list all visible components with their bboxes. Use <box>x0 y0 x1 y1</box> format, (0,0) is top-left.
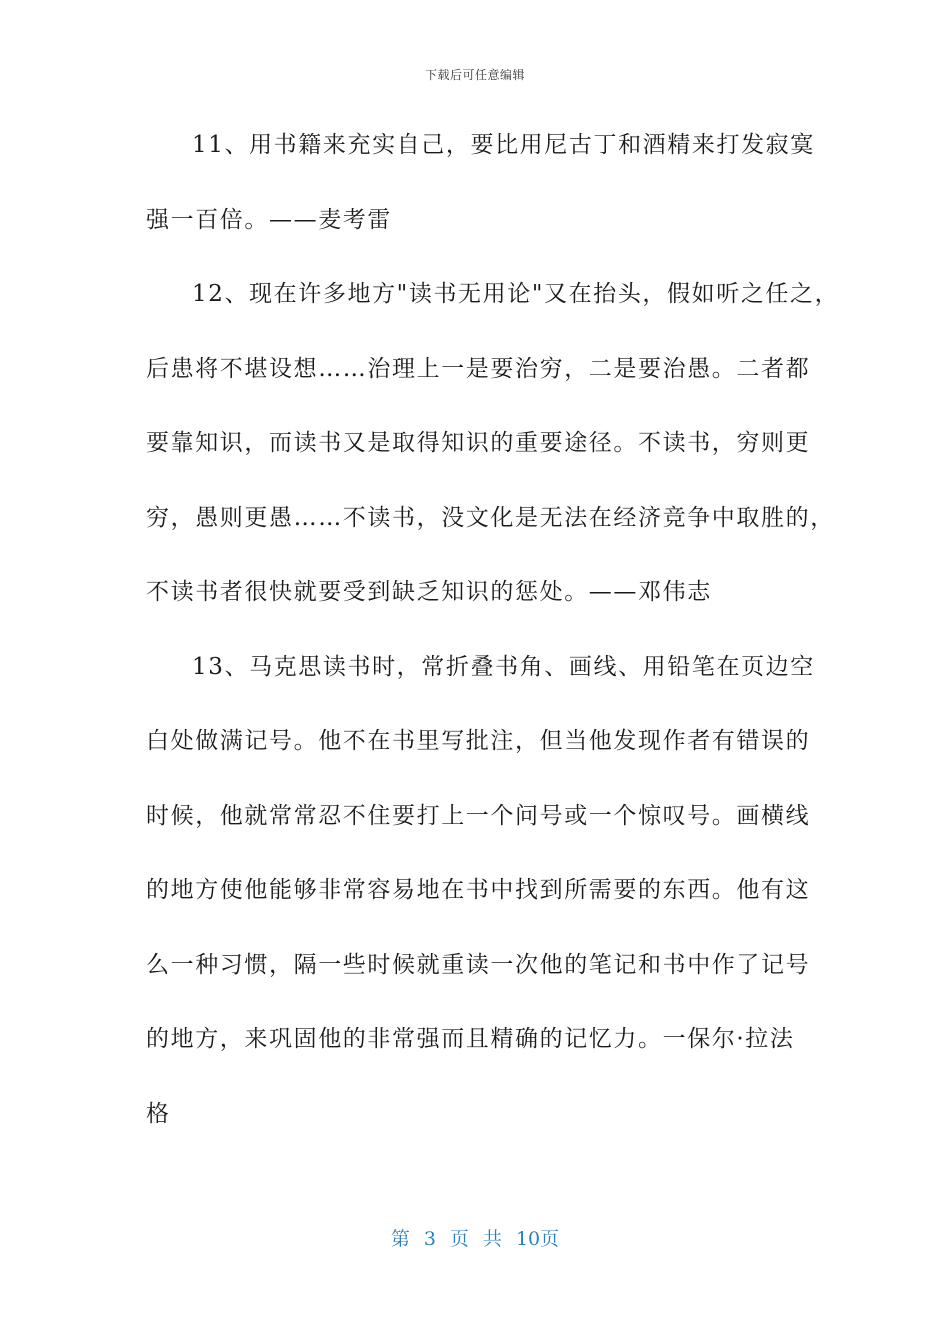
paragraph-12-line-1: 12、现在许多地方"读书无用论"又在抬头，假如听之任之， <box>192 281 840 307</box>
paragraph-13-line-5: 么一种习惯，隔一些时候就重读一次他的笔记和书中作了记号 <box>146 951 811 978</box>
paragraph-13-line-7: 格 <box>146 1100 171 1127</box>
paragraph-11-line-1: 11、用书籍来充实自己，要比用尼古丁和酒精来打发寂寞 <box>192 132 815 158</box>
footer-label-ye: 页 <box>449 1228 469 1250</box>
paragraph-11-line-2: 强一百倍。——麦考雷 <box>146 206 392 233</box>
page-header: 下载后可任意编辑 <box>424 68 525 82</box>
paragraph-13-line-4: 的地方使他能够非常容易地在书中找到所需要的东西。他有这 <box>146 877 811 903</box>
paragraph-13-line-2: 白处做满记号。他不在书里写批注，但当他发现作者有错误的 <box>146 728 811 754</box>
footer-page-number: 3 <box>423 1228 436 1250</box>
document-body <box>146 118 840 1161</box>
paragraph-12-line-2: 后患将不堪设想……治理上一是要治穷，二是要治愚。二者都 <box>146 355 811 382</box>
footer-label-di: 第 <box>390 1228 410 1250</box>
paragraph-12-line-3: 要靠知识，而读书又是取得知识的重要途径。不读书，穷则更 <box>146 430 811 456</box>
paragraph-13-line-1: 13、马克思读书时，常折叠书角、画线、用铅笔在页边空 <box>192 653 815 680</box>
paragraph-12-line-4: 穷，愚则更愚……不读书，没文化是无法在经济竞争中取胜的， <box>146 504 835 531</box>
paragraph-12-line-5: 不读书者很快就要受到缺乏知识的惩处。——邓伟志 <box>146 579 712 605</box>
footer-page-total: 10页 <box>515 1228 560 1250</box>
page-footer <box>0 1224 950 1251</box>
paragraph-13-line-3: 时候，他就常常忍不住要打上一个问号或一个惊叹号。画横线 <box>146 802 811 829</box>
paragraph-13-line-6: 的地方，来巩固他的非常强而且精确的记忆力。一保尔·拉法 <box>146 1026 795 1052</box>
footer-label-gong: 共 <box>482 1228 502 1250</box>
